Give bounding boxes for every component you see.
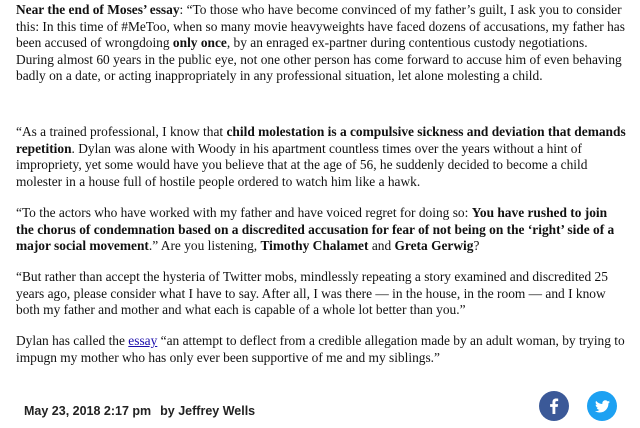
post-date: May 23, 2018 2:17 pm (24, 404, 152, 418)
paragraph-1 (16, 2, 628, 85)
paragraph-4 (16, 269, 628, 319)
post-meta (24, 404, 255, 418)
essay-link[interactable]: essay (128, 333, 158, 348)
bold-phrase: You have rushed to join the chorus of condemnation based on a discredited accusation for fear of not being on the ‘right’ side of a major social movement (16, 205, 615, 253)
text-segment: Dylan has called the (16, 333, 129, 348)
bold-phrase: child molestation is a compulsive sickness and deviation that demands repetition (16, 124, 626, 156)
text-segment: , by an enraged ex-partner during contentious custody negotiations. During almost 60 years in the public eye, not one other person has come forward to accuse him of even behaving badly on a date, or acting inappropriately in any professional situation, let alone molesting a child. (16, 35, 622, 83)
text-segment: .” Are you listening, (148, 238, 261, 253)
text-segment: “But rather than accept the hysteria of Twitter mobs, mindlessly repeating a story examined and discredited 25 years ago, please consider what I have to say. After all, I was there — in the house, in the room — and I know both my father and mother and what each is capable of a whole lot better than you.” (16, 269, 608, 317)
twitter-share-button[interactable] (587, 391, 617, 421)
paragraph-3 (16, 205, 628, 255)
post-author: by Jeffrey Wells (160, 404, 256, 418)
text-segment: “To the actors who have worked with my father and have voiced regret for doing so: (16, 205, 472, 220)
paragraph-5 (16, 333, 628, 366)
bold-lead-in: Near the end of Moses’ essay (16, 2, 180, 17)
bold-name: Greta Gerwig (394, 238, 474, 253)
bold-phrase: only once (172, 35, 227, 50)
text-segment: : “To those who have become convinced of my father’s guilt, I ask you to consider this: In this time of #MeToo, when so many movie heavyweights have faced dozens of accusations, my father has been accused of wrongdoing (16, 2, 625, 50)
text-segment: “an attempt to deflect from a credible allegation made by an adult woman, by trying to impugn my mother who has only ever been supportive of me and my siblings.” (16, 333, 625, 365)
twitter-bird-icon (595, 400, 610, 413)
text-segment: ? (473, 238, 480, 253)
text-segment: “As a trained professional, I know that (16, 124, 227, 139)
bold-name: Timothy Chalamet (260, 238, 369, 253)
facebook-f-icon (549, 398, 559, 414)
facebook-share-button[interactable] (539, 391, 569, 421)
paragraph-2 (16, 124, 628, 190)
text-segment: and (368, 238, 395, 253)
text-segment: . Dylan was alone with Woody in his apartment countless times over the years without a hint of impropriety, yet some would have you believe that at the age of 56, he suddenly decided to become a child molester in a house full of hostile people ordered to watch him like a hawk. (16, 140, 588, 189)
